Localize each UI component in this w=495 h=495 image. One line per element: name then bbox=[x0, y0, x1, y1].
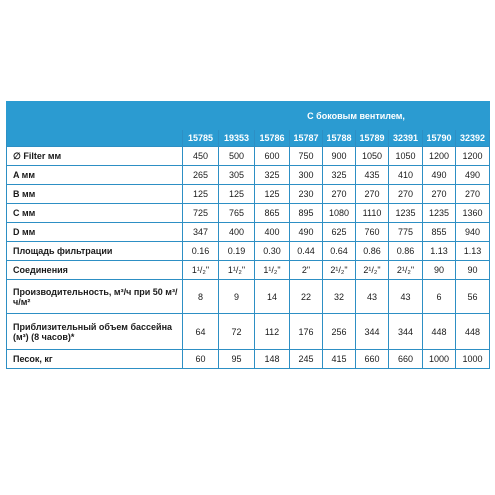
model-header: 19353 bbox=[219, 130, 255, 147]
table-cell: 1235 bbox=[389, 204, 423, 223]
table-cell: 325 bbox=[255, 166, 290, 185]
table-cell: 490 bbox=[423, 166, 456, 185]
table-cell: 2¹/₂" bbox=[323, 261, 356, 280]
table-cell: 270 bbox=[456, 185, 490, 204]
table-cell: 1200 bbox=[423, 147, 456, 166]
table-cell: 125 bbox=[219, 185, 255, 204]
table-cell: 95 bbox=[219, 350, 255, 369]
table-cell: 0.64 bbox=[323, 242, 356, 261]
table-row bbox=[7, 147, 490, 166]
table-cell: 448 bbox=[423, 314, 456, 350]
model-header: 15788 bbox=[323, 130, 356, 147]
table-cell: 22 bbox=[290, 280, 323, 314]
table-cell: 435 bbox=[356, 166, 389, 185]
table-cell: 112 bbox=[255, 314, 290, 350]
model-header: 15785 bbox=[183, 130, 219, 147]
table-cell: 325 bbox=[323, 166, 356, 185]
table-cell: 0.44 bbox=[290, 242, 323, 261]
table-cell: 760 bbox=[356, 223, 389, 242]
table-cell: 1050 bbox=[389, 147, 423, 166]
table-row bbox=[7, 223, 490, 242]
table-cell: 148 bbox=[255, 350, 290, 369]
table-cell: 410 bbox=[389, 166, 423, 185]
table-cell: 265 bbox=[183, 166, 219, 185]
table-cell: 0.86 bbox=[389, 242, 423, 261]
table-cell: 72 bbox=[219, 314, 255, 350]
table-cell: 1050 bbox=[356, 147, 389, 166]
table-cell: 300 bbox=[290, 166, 323, 185]
table-row bbox=[7, 261, 490, 280]
table-cell: 64 bbox=[183, 314, 219, 350]
table-cell: 60 bbox=[183, 350, 219, 369]
table-cell: 750 bbox=[290, 147, 323, 166]
row-label: B мм bbox=[7, 185, 183, 204]
table-cell: 1¹/₂" bbox=[255, 261, 290, 280]
table-cell: 245 bbox=[290, 350, 323, 369]
row-label: Площадь фильтрации bbox=[7, 242, 183, 261]
table-cell: 56 bbox=[456, 280, 490, 314]
table-cell: 660 bbox=[356, 350, 389, 369]
table-cell: 1360 bbox=[456, 204, 490, 223]
table-cell: 775 bbox=[389, 223, 423, 242]
table-cell: 43 bbox=[389, 280, 423, 314]
header-models-row bbox=[7, 130, 490, 147]
table-row bbox=[7, 204, 490, 223]
table-cell: 490 bbox=[290, 223, 323, 242]
table-cell: 270 bbox=[323, 185, 356, 204]
row-label: C мм bbox=[7, 204, 183, 223]
table-cell: 32 bbox=[323, 280, 356, 314]
table-cell: 765 bbox=[219, 204, 255, 223]
table-body bbox=[7, 147, 490, 369]
table-cell: 0.16 bbox=[183, 242, 219, 261]
table-cell: 347 bbox=[183, 223, 219, 242]
table-cell: 344 bbox=[389, 314, 423, 350]
table-cell: 900 bbox=[323, 147, 356, 166]
table-cell: 1¹/₂" bbox=[183, 261, 219, 280]
table-cell: 1235 bbox=[423, 204, 456, 223]
table-cell: 500 bbox=[219, 147, 255, 166]
table-row bbox=[7, 185, 490, 204]
table-cell: 90 bbox=[423, 261, 456, 280]
model-header: 15787 bbox=[290, 130, 323, 147]
table-cell: 1.13 bbox=[423, 242, 456, 261]
table-row bbox=[7, 280, 490, 314]
table-cell: 1000 bbox=[423, 350, 456, 369]
table-cell: 125 bbox=[183, 185, 219, 204]
table-cell: 0.30 bbox=[255, 242, 290, 261]
header-title-row bbox=[7, 102, 490, 130]
table-cell: 176 bbox=[290, 314, 323, 350]
row-label: Песок, кг bbox=[7, 350, 183, 369]
table-row bbox=[7, 314, 490, 350]
table-cell: 400 bbox=[255, 223, 290, 242]
model-header: 15789 bbox=[356, 130, 389, 147]
table-cell: 415 bbox=[323, 350, 356, 369]
table-cell: 9 bbox=[219, 280, 255, 314]
table-row bbox=[7, 242, 490, 261]
table-cell: 270 bbox=[423, 185, 456, 204]
table-cell: 43 bbox=[356, 280, 389, 314]
table-cell: 1.13 bbox=[456, 242, 490, 261]
header-blank-cell bbox=[7, 102, 183, 130]
table-cell: 600 bbox=[255, 147, 290, 166]
model-header: 15786 bbox=[255, 130, 290, 147]
table-cell: 625 bbox=[323, 223, 356, 242]
table-cell: 1¹/₂" bbox=[219, 261, 255, 280]
table-cell: 344 bbox=[356, 314, 389, 350]
model-header: 32392 bbox=[456, 130, 490, 147]
table-cell: 400 bbox=[219, 223, 255, 242]
table-cell: 90 bbox=[456, 261, 490, 280]
row-label: Производительность, м³/ч при 50 м³/ч/м² bbox=[7, 280, 183, 314]
table-cell: 0.86 bbox=[356, 242, 389, 261]
table-cell: 660 bbox=[389, 350, 423, 369]
row-label: D мм bbox=[7, 223, 183, 242]
row-label: Приблизительный объем бассейна (м³) (8 часов)* bbox=[7, 314, 183, 350]
table-cell: 2¹/₂" bbox=[356, 261, 389, 280]
table-cell: 490 bbox=[456, 166, 490, 185]
table-cell: 1080 bbox=[323, 204, 356, 223]
row-label: ∅ Filter мм bbox=[7, 147, 183, 166]
table-cell: 6 bbox=[423, 280, 456, 314]
row-label: Соединения bbox=[7, 261, 183, 280]
model-header: 32391 bbox=[389, 130, 423, 147]
table-cell: 448 bbox=[456, 314, 490, 350]
header-label-cell bbox=[7, 130, 183, 147]
table-cell: 14 bbox=[255, 280, 290, 314]
table-title: С боковым вентилем, bbox=[183, 102, 490, 130]
table-row bbox=[7, 166, 490, 185]
table-cell: 305 bbox=[219, 166, 255, 185]
table-cell: 8 bbox=[183, 280, 219, 314]
table-cell: 725 bbox=[183, 204, 219, 223]
table-cell: 1000 bbox=[456, 350, 490, 369]
table-cell: 270 bbox=[356, 185, 389, 204]
table-cell: 256 bbox=[323, 314, 356, 350]
table-cell: 450 bbox=[183, 147, 219, 166]
table-cell: 1200 bbox=[456, 147, 490, 166]
table-cell: 2¹/₂" bbox=[389, 261, 423, 280]
table-cell: 865 bbox=[255, 204, 290, 223]
model-header: 15790 bbox=[423, 130, 456, 147]
table-cell: 2" bbox=[290, 261, 323, 280]
table-row bbox=[7, 350, 490, 369]
table-cell: 940 bbox=[456, 223, 490, 242]
table-cell: 1110 bbox=[356, 204, 389, 223]
table-cell: 125 bbox=[255, 185, 290, 204]
filter-spec-table bbox=[6, 101, 490, 369]
table-cell: 895 bbox=[290, 204, 323, 223]
table-cell: 0.19 bbox=[219, 242, 255, 261]
table-cell: 855 bbox=[423, 223, 456, 242]
table-cell: 230 bbox=[290, 185, 323, 204]
table-cell: 270 bbox=[389, 185, 423, 204]
row-label: A мм bbox=[7, 166, 183, 185]
